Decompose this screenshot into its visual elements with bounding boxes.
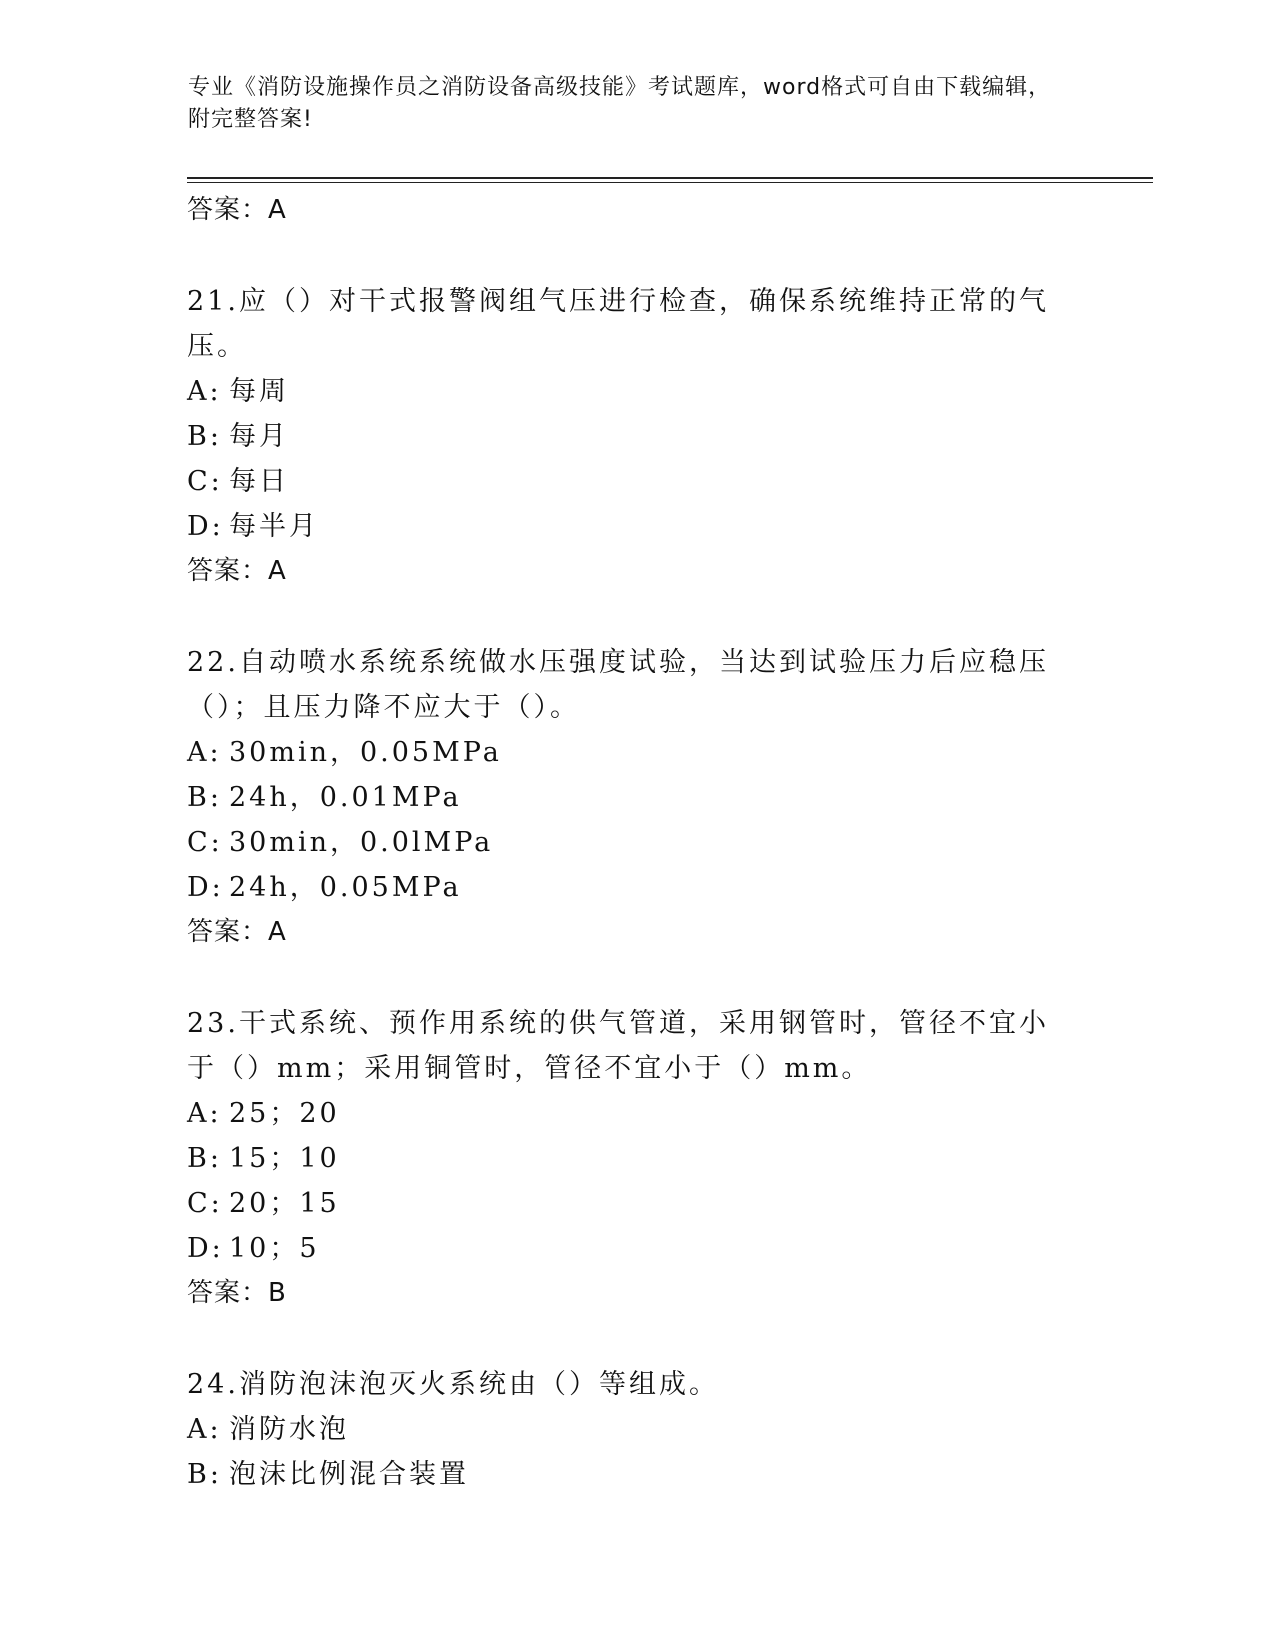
- answer-line: 答案：B: [187, 1278, 287, 1308]
- option-d: [187, 865, 1087, 910]
- answer-line: 答案：A: [187, 556, 287, 586]
- option-letter: C:: [187, 827, 223, 858]
- document-body: [187, 188, 1087, 1543]
- option-text: 20；15: [229, 1188, 340, 1219]
- question-text: 23.干式系统、预作用系统的供气管道，采用钢管时，管径不宜小于（）mm；采用铜管时，管径不宜小于（）mm。: [187, 1008, 1049, 1084]
- page-header: 专业《消防设施操作员之消防设备高级技能》考试题库，word格式可自由下载编辑，附完整答案!: [188, 75, 1052, 132]
- option-letter: D:: [187, 511, 224, 542]
- option-b: [187, 775, 1087, 820]
- option-a: [187, 730, 1087, 775]
- question-23: [187, 1001, 1087, 1316]
- header-divider-thick: [187, 177, 1153, 179]
- question-22: [187, 640, 1087, 955]
- header-divider-thin: [187, 182, 1153, 183]
- option-letter: C:: [187, 466, 223, 497]
- option-c: [187, 459, 1087, 504]
- option-text: 每半月: [229, 511, 319, 542]
- option-b: [187, 1452, 1087, 1497]
- option-a: [187, 1407, 1087, 1452]
- option-text: 消防水泡: [229, 1414, 349, 1445]
- question-text: 24.消防泡沫泡灭火系统由（）等组成。: [187, 1369, 719, 1400]
- option-text: 24h，0.05MPa: [229, 872, 462, 903]
- option-letter: B:: [187, 1143, 222, 1174]
- option-b: [187, 414, 1087, 459]
- question-text: 21.应（）对干式报警阀组气压进行检查，确保系统维持正常的气压。: [187, 286, 1049, 362]
- option-text: 25；20: [229, 1098, 340, 1129]
- option-text: 每日: [229, 466, 289, 497]
- option-letter: B:: [187, 782, 222, 813]
- option-a: [187, 1091, 1087, 1136]
- option-letter: D:: [187, 1233, 224, 1264]
- option-letter: A:: [187, 1414, 222, 1445]
- option-d: [187, 504, 1087, 549]
- option-letter: B:: [187, 421, 222, 452]
- option-text: 30min，0.05MPa: [229, 737, 502, 768]
- option-a: [187, 369, 1087, 414]
- option-text: 泡沫比例混合装置: [229, 1459, 469, 1490]
- option-b: [187, 1136, 1087, 1181]
- option-text: 10；5: [229, 1233, 320, 1264]
- answer-line: 答案：A: [187, 195, 287, 225]
- option-text: 每月: [229, 421, 289, 452]
- answer-line: 答案：A: [187, 917, 287, 947]
- option-c: [187, 820, 1087, 865]
- question-21: [187, 279, 1087, 594]
- question-24: [187, 1362, 1087, 1497]
- option-letter: A:: [187, 376, 222, 407]
- option-text: 30min，0.0lMPa: [229, 827, 494, 858]
- option-letter: B:: [187, 1459, 222, 1490]
- question-text: 22.自动喷水系统系统做水压强度试验，当达到试验压力后应稳压（）；且压力降不应大于（）。: [187, 647, 1049, 723]
- option-letter: C:: [187, 1188, 223, 1219]
- option-letter: A:: [187, 737, 222, 768]
- option-text: 24h，0.01MPa: [229, 782, 462, 813]
- option-text: 每周: [229, 376, 289, 407]
- option-text: 15；10: [229, 1143, 340, 1174]
- option-letter: A:: [187, 1098, 222, 1129]
- option-letter: D:: [187, 872, 224, 903]
- option-c: [187, 1181, 1087, 1226]
- option-d: [187, 1226, 1087, 1271]
